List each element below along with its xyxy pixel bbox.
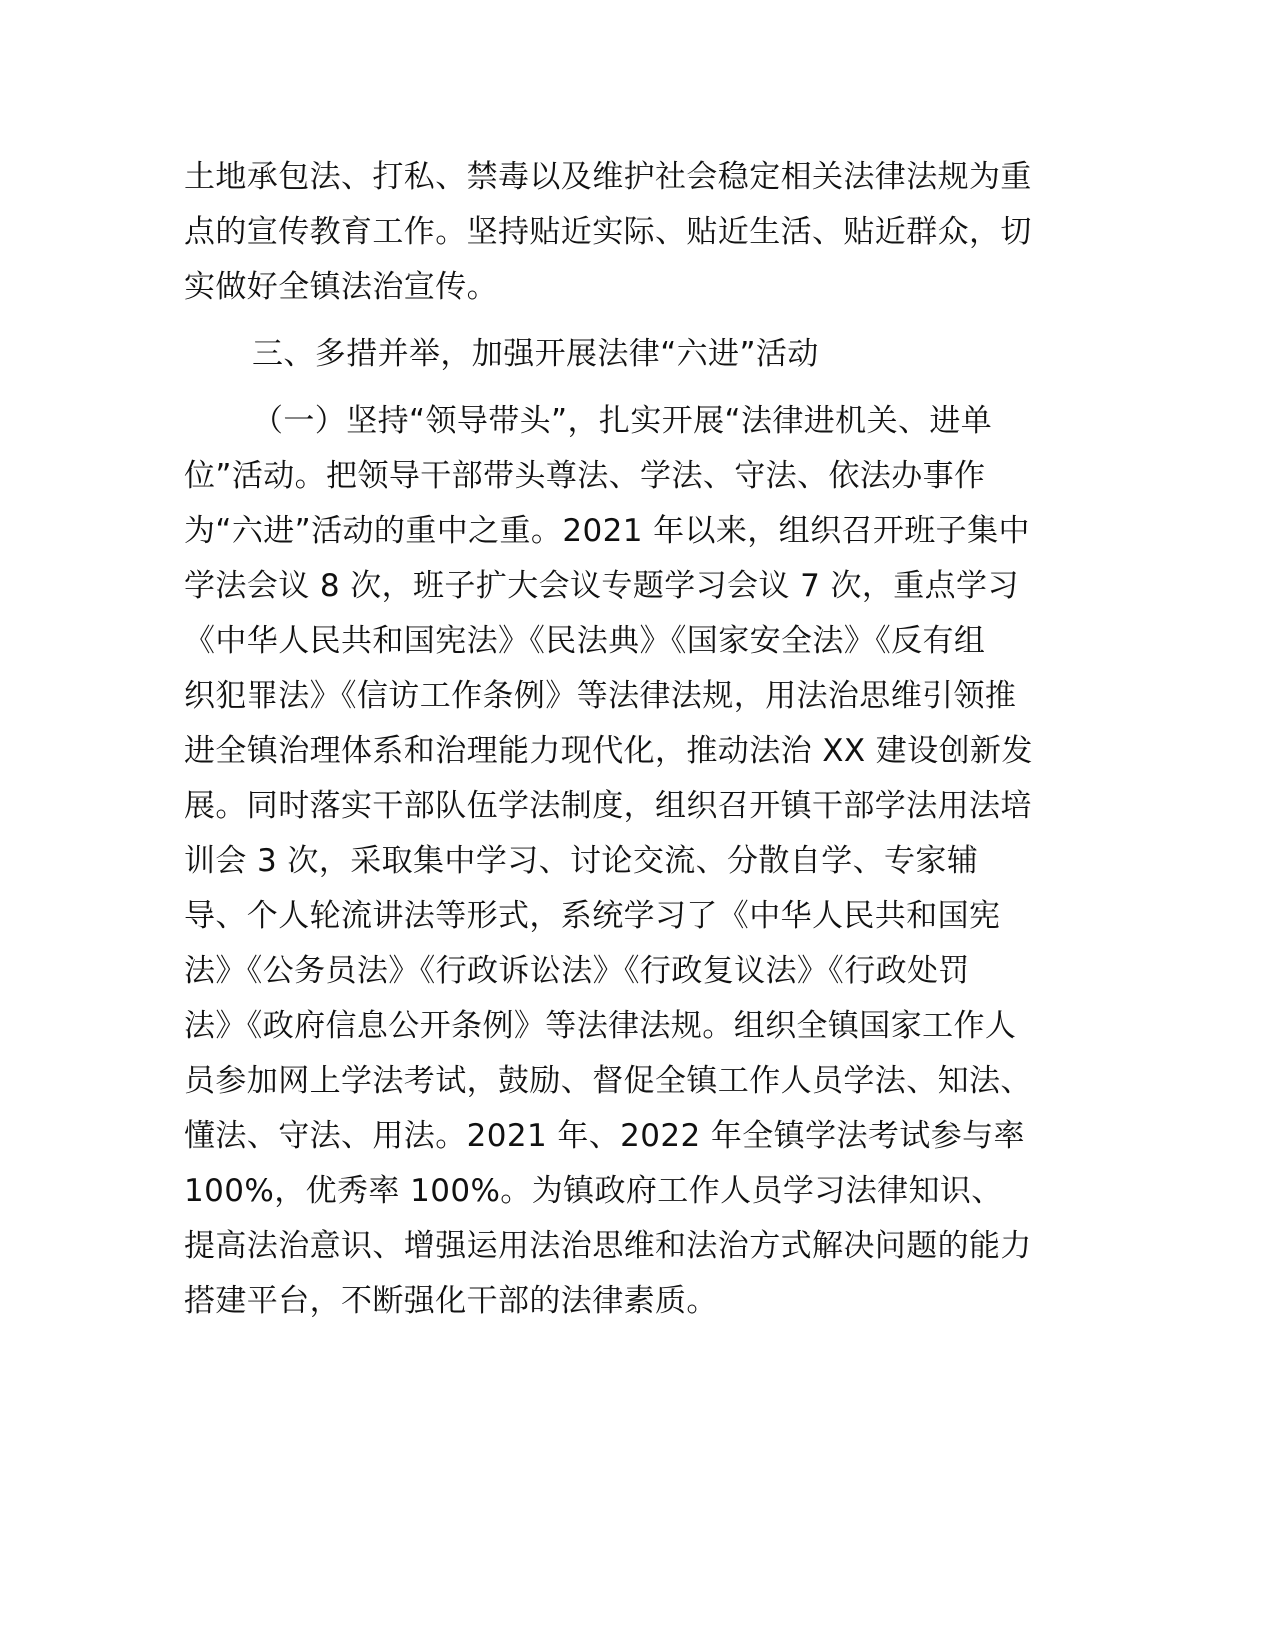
text-line: 员参加网上学法考试，鼓励、督促全镇工作人员学法、知法、 (184, 1063, 1032, 1099)
text-line: 训会 3 次，采取集中学习、讨论交流、分散自学、专家辅 (184, 843, 979, 879)
text-line: 懂法、守法、用法。2021 年、2022 年全镇学法考试参与率 (184, 1118, 1025, 1154)
text-line: 展。同时落实干部队伍学法制度，组织召开镇干部学法用法培 (184, 788, 1032, 824)
text-line: 土地承包法、打私、禁毒以及维护社会稳定相关法律法规为重 (184, 159, 1032, 195)
text-line: 实做好全镇法治宣传。 (184, 269, 498, 305)
text-line: 100%，优秀率 100%。为镇政府工作人员学习法律知识、 (184, 1173, 1003, 1209)
text-line: 学法会议 8 次，班子扩大会议专题学习会议 7 次，重点学习 (184, 568, 1019, 604)
text-line: 法》《政府信息公开条例》等法律法规。组织全镇国家工作人 (184, 1008, 1017, 1044)
text-line: 《中华人民共和国宪法》《民法典》《国家安全法》《反有组 (184, 623, 986, 659)
text-line: 导、个人轮流讲法等形式，系统学习了《中华人民共和国宪 (184, 898, 1001, 934)
text-line: 法》《公务员法》《行政诉讼法》《行政复议法》《行政处罚 (184, 953, 970, 989)
text-line: 为“六进”活动的重中之重。2021 年以来，组织召开班子集中 (184, 513, 1030, 549)
text-line: 点的宣传教育工作。坚持贴近实际、贴近生活、贴近群众，切 (184, 214, 1032, 250)
text-line: 提高法治意识、增强运用法治思维和法治方式解决问题的能力 (184, 1228, 1032, 1264)
text-line: 进全镇治理体系和治理能力现代化，推动法治 XX 建设创新发 (184, 733, 1033, 769)
section-heading: 三、多措并举，加强开展法律“六进”活动 (252, 336, 819, 372)
text-line: 织犯罪法》《信访工作条例》等法律法规，用法治思维引领推 (184, 678, 1017, 714)
subsection-heading: （一）坚持“领导带头”，扎实开展“法律进机关、进单 (252, 403, 993, 439)
text-line: 位”活动。把领导干部带头尊法、学法、守法、依法办事作 (184, 458, 986, 494)
text-line: 搭建平台，不断强化干部的法律素质。 (184, 1283, 718, 1319)
